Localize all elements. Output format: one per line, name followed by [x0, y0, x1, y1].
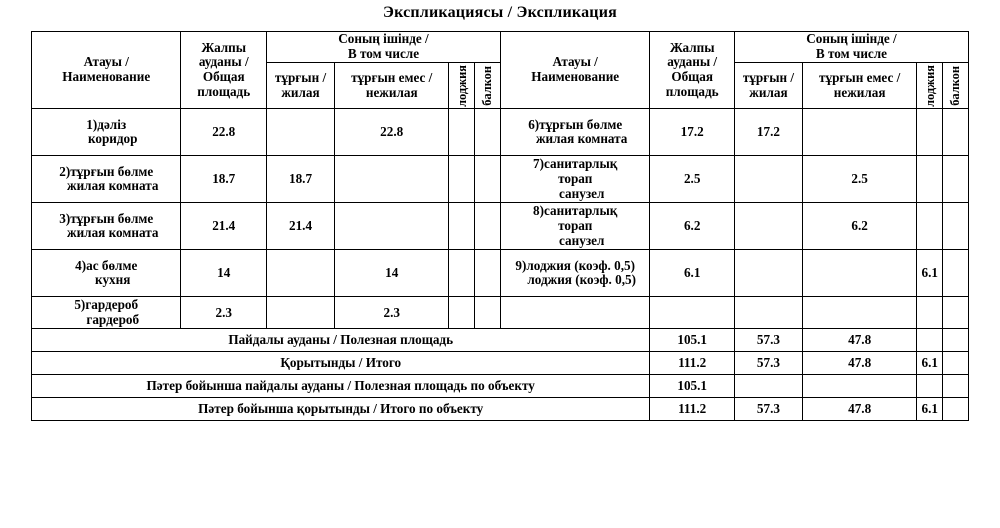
living-area-cell [734, 156, 802, 203]
header-living-right-line1: тұрғын / [742, 69, 795, 85]
total-area-cell [650, 297, 735, 329]
room-name-line1: 8)санитарлық [533, 203, 618, 219]
header-nonliving-left-line1: тұрғын емес / [351, 69, 433, 85]
summary-living [734, 375, 802, 398]
loggia-area-cell [449, 156, 475, 203]
total-area-cell: 6.2 [650, 203, 735, 250]
room-name-line2: кухня [95, 272, 131, 288]
header-total-right-line3: Общая [671, 69, 714, 85]
summary-label: Пәтер бойынша қорытынды / Итого по объекту [32, 398, 650, 421]
summary-balcony [943, 329, 969, 352]
header-name-left-line1: Атауы / [83, 54, 129, 70]
nonliving-area-cell [335, 203, 449, 250]
total-area-cell: 21.4 [181, 203, 267, 250]
balcony-area-cell [475, 156, 501, 203]
room-name-line2: гардероб [86, 311, 140, 327]
nonliving-area-cell [802, 297, 916, 329]
total-area-cell: 22.8 [181, 109, 267, 156]
room-name-cell [32, 156, 181, 203]
room-name-line2: жилая комната [67, 178, 159, 194]
header-name-left [32, 32, 181, 109]
header-among-left-line1: Соның ішінде / [338, 31, 429, 46]
header-nonliving-left [335, 62, 449, 109]
living-area-cell: 18.7 [267, 156, 335, 203]
room-name-line2: торап [558, 218, 593, 234]
table-row [32, 297, 969, 329]
table-body [32, 109, 969, 421]
header-balcony-right-text: балкон [948, 65, 963, 106]
loggia-area-cell [449, 203, 475, 250]
header-nonliving-left-line2: нежилая [365, 84, 418, 100]
header-name-left-line2: Наименование [62, 69, 151, 85]
table-row [32, 109, 969, 156]
summary-living: 57.3 [734, 398, 802, 421]
room-name-cell [500, 109, 649, 156]
room-name-line2: жилая комната [67, 225, 159, 241]
nonliving-area-cell: 22.8 [335, 109, 449, 156]
room-name-line1: 9)лоджия (коэф. 0,5) [515, 257, 636, 273]
living-area-cell [734, 297, 802, 329]
summary-nonliving: 47.8 [802, 352, 916, 375]
table-row [32, 156, 969, 203]
header-total-right-line2: ауданы / [667, 54, 718, 70]
nonliving-area-cell: 2.5 [802, 156, 916, 203]
total-area-cell: 18.7 [181, 156, 267, 203]
room-name-line1: 7)санитарлық [533, 156, 618, 172]
loggia-area-cell [449, 250, 475, 297]
loggia-area-cell [917, 109, 943, 156]
living-area-cell [734, 203, 802, 250]
living-area-cell: 17.2 [734, 109, 802, 156]
living-area-cell [267, 297, 335, 329]
balcony-area-cell [475, 109, 501, 156]
nonliving-area-cell [335, 156, 449, 203]
room-name-line2: торап [558, 171, 593, 187]
header-among-right [734, 32, 968, 63]
total-area-cell: 2.5 [650, 156, 735, 203]
summary-nonliving: 47.8 [802, 329, 916, 352]
header-living-left-line1: тұрғын / [274, 69, 327, 85]
nonliving-area-cell: 2.3 [335, 297, 449, 329]
nonliving-area-cell: 14 [335, 250, 449, 297]
room-name-line2: жилая комната [535, 131, 628, 147]
summary-row [32, 375, 969, 398]
room-name-line1: 2)тұрғын бөлме [59, 163, 154, 179]
room-name-cell [32, 109, 181, 156]
header-living-left [267, 62, 335, 109]
summary-balcony [943, 398, 969, 421]
loggia-area-cell [449, 109, 475, 156]
summary-nonliving: 47.8 [802, 398, 916, 421]
summary-balcony [943, 375, 969, 398]
summary-loggia [917, 329, 943, 352]
loggia-area-cell: 6.1 [917, 250, 943, 297]
nonliving-area-cell [802, 250, 916, 297]
summary-living: 57.3 [734, 352, 802, 375]
summary-total: 105.1 [650, 329, 735, 352]
summary-label: Пайдалы ауданы / Полезная площадь [32, 329, 650, 352]
header-loggia-left [449, 62, 475, 109]
nonliving-area-cell [802, 109, 916, 156]
header-name-right [500, 32, 649, 109]
header-living-right-line2: жилая [749, 84, 788, 100]
loggia-area-cell [449, 297, 475, 329]
loggia-area-cell [917, 297, 943, 329]
room-name-cell [32, 203, 181, 250]
header-name-right-line2: Наименование [531, 69, 620, 85]
summary-row [32, 329, 969, 352]
balcony-area-cell [475, 297, 501, 329]
page-title: Экспликациясы / Экспликация [383, 4, 617, 21]
summary-label: Пәтер бойынша пайдалы ауданы / Полезная площадь по объекту [32, 375, 650, 398]
total-area-cell: 17.2 [650, 109, 735, 156]
loggia-area-cell [917, 203, 943, 250]
header-living-left-line2: жилая [281, 84, 320, 100]
header-name-right-line1: Атауы / [552, 54, 598, 70]
header-loggia-right [917, 62, 943, 109]
living-area-cell [267, 109, 335, 156]
room-name-cell [500, 297, 649, 329]
table-row [32, 203, 969, 250]
nonliving-area-cell: 6.2 [802, 203, 916, 250]
header-living-right [734, 62, 802, 109]
living-area-cell [267, 250, 335, 297]
room-name-cell [500, 156, 649, 203]
room-name-cell [32, 250, 181, 297]
room-name-line2: лоджия (коэф. 0,5) [527, 272, 637, 288]
header-total-right-line4: площадь [665, 84, 719, 99]
header-balcony-left [475, 62, 501, 109]
room-name-line1: 5)гардероб [74, 297, 139, 313]
summary-balcony [943, 352, 969, 375]
total-area-cell: 14 [181, 250, 267, 297]
summary-row [32, 398, 969, 421]
room-name-cell [500, 203, 649, 250]
summary-total: 111.2 [650, 398, 735, 421]
header-nonliving-right-line2: нежилая [833, 84, 886, 100]
balcony-area-cell [943, 203, 969, 250]
room-name-line1: 6)тұрғын бөлме [528, 116, 623, 132]
living-area-cell [734, 250, 802, 297]
header-among-right-line1: Соның ішінде / [806, 31, 897, 46]
living-area-cell: 21.4 [267, 203, 335, 250]
header-total-left-line4: площадь [197, 84, 251, 99]
header-loggia-left-text: лоджия [454, 64, 469, 107]
loggia-area-cell [917, 156, 943, 203]
summary-nonliving [802, 375, 916, 398]
room-name-line1: 1)дәліз [86, 116, 127, 132]
summary-living: 57.3 [734, 329, 802, 352]
balcony-area-cell [943, 250, 969, 297]
header-balcony-left-text: балкон [480, 65, 495, 106]
header-total-right-line1: Жалпы [669, 39, 715, 55]
balcony-area-cell [943, 109, 969, 156]
room-name-cell [32, 297, 181, 329]
summary-label: Қорытынды / Итого [32, 352, 650, 375]
total-area-cell: 6.1 [650, 250, 735, 297]
header-balcony-right [943, 62, 969, 109]
header-among-right-line2: В том числе [815, 45, 888, 61]
summary-loggia: 6.1 [917, 398, 943, 421]
header-total-left-line3: Общая [202, 69, 245, 85]
summary-row [32, 352, 969, 375]
balcony-area-cell [943, 156, 969, 203]
summary-total: 105.1 [650, 375, 735, 398]
summary-loggia: 6.1 [917, 352, 943, 375]
room-name-line3: санузел [559, 185, 605, 201]
summary-loggia [917, 375, 943, 398]
balcony-area-cell [475, 250, 501, 297]
header-nonliving-right [802, 62, 916, 109]
header-row-top [32, 32, 969, 63]
table-row [32, 250, 969, 297]
room-name-line2: коридор [87, 131, 138, 147]
room-name-line3: санузел [559, 232, 605, 248]
explication-table [31, 31, 969, 421]
header-nonliving-right-line1: тұрғын емес / [819, 69, 901, 85]
header-loggia-right-text: лоджия [922, 64, 937, 107]
room-name-line1: 4)ас бөлме [75, 257, 138, 273]
room-name-cell [500, 250, 649, 297]
header-among-left-line2: В том числе [347, 45, 420, 61]
total-area-cell: 2.3 [181, 297, 267, 329]
table-head [32, 32, 969, 109]
header-total-left-line1: Жалпы [201, 39, 247, 55]
balcony-area-cell [943, 297, 969, 329]
summary-total: 111.2 [650, 352, 735, 375]
room-name-line1: 3)тұрғын бөлме [59, 210, 154, 226]
balcony-area-cell [475, 203, 501, 250]
header-total-left [181, 32, 267, 109]
header-total-left-line2: ауданы / [198, 54, 249, 70]
header-among-left [267, 32, 501, 63]
header-total-right [650, 32, 735, 109]
